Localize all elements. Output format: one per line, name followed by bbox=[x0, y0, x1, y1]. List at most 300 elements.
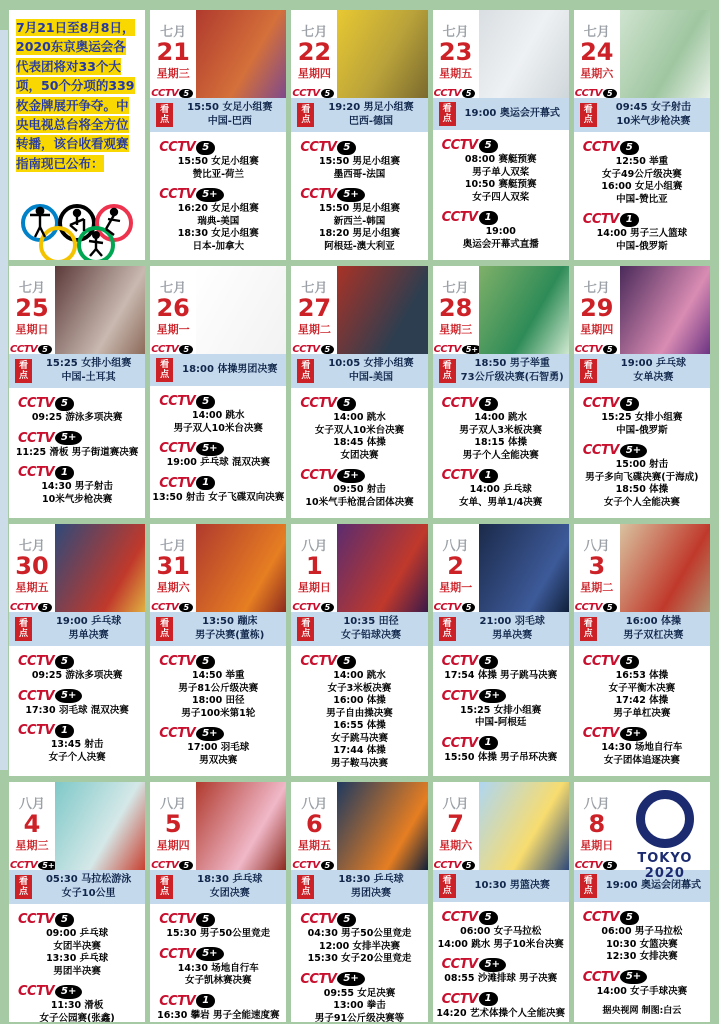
channel-mini-logo bbox=[151, 853, 193, 872]
month-label: 七月 bbox=[442, 25, 469, 40]
schedule-line: 17:54 体操 男子跳马决赛 bbox=[444, 670, 558, 681]
cctv-channel-number: 5 bbox=[479, 655, 498, 669]
channel-section-logo bbox=[442, 732, 568, 751]
day-number: 5 bbox=[164, 810, 182, 838]
cctv-wordmark: CCTV bbox=[582, 212, 619, 228]
channel-schedule-lines bbox=[434, 670, 568, 683]
cctv-channel-number: 5 bbox=[462, 603, 476, 613]
day-number: 7 bbox=[447, 810, 464, 838]
weekday-label: 星期六 bbox=[156, 581, 190, 595]
schedule-line: 16:00 体操 bbox=[333, 695, 386, 707]
highlight-line: 18:30 乒乓球 bbox=[197, 874, 263, 885]
date-column bbox=[433, 10, 479, 98]
schedule-line: 16:55 体操 bbox=[333, 720, 386, 732]
highlight-badge: 看点 bbox=[156, 875, 173, 900]
schedule-line: 15:50 男足小组赛 bbox=[318, 156, 401, 167]
channel-mini-logo bbox=[434, 81, 476, 100]
schedule-line: 18:20 男足小组赛 bbox=[318, 228, 401, 240]
cctv-wordmark: CCTV bbox=[159, 441, 196, 457]
cctv-wordmark: CCTV bbox=[159, 140, 196, 155]
weekday-label: 星期三 bbox=[156, 67, 190, 81]
schedule-line: 16:00 女足小组赛 bbox=[601, 181, 683, 193]
day-number: 26 bbox=[156, 294, 190, 322]
day-number: 6 bbox=[306, 810, 323, 838]
cctv5-logo bbox=[300, 140, 356, 155]
channel-section-logo bbox=[159, 390, 285, 409]
weekday-label: 星期四 bbox=[580, 323, 614, 337]
highlight-line: 73公斤级决赛(石智勇) bbox=[460, 372, 564, 383]
cctv5-logo bbox=[434, 860, 476, 871]
cctv-channel-number: 5 bbox=[603, 89, 617, 99]
channel-mini-logo bbox=[151, 337, 193, 356]
highlight-text bbox=[317, 357, 424, 385]
cctv-wordmark: CCTV bbox=[300, 971, 337, 987]
cctv-channel-number: 5 bbox=[38, 603, 52, 613]
highlight-line: 18:50 男子举重 bbox=[474, 358, 550, 369]
cctv-wordmark: CCTV bbox=[574, 344, 603, 356]
cctv-wordmark: CCTV bbox=[433, 344, 461, 356]
schedule-line: 14:00 男子三人篮球 bbox=[596, 228, 688, 240]
schedule-line: 中国-赞比亚 bbox=[616, 193, 668, 205]
cctv-wordmark: CCTV bbox=[159, 394, 196, 409]
cctv5plus-logo bbox=[442, 689, 506, 704]
highlight-line: 男子双杠决赛 bbox=[623, 630, 684, 641]
channel-section-logo bbox=[442, 464, 568, 483]
date-column bbox=[150, 782, 196, 870]
channel-section-logo bbox=[159, 722, 285, 741]
channel-schedule-lines bbox=[151, 742, 285, 767]
date-column bbox=[9, 782, 55, 870]
schedule-line: 14:00 跳水 bbox=[474, 412, 527, 423]
day-number: 3 bbox=[588, 552, 606, 580]
cctv-channel-number: 1 bbox=[479, 211, 498, 225]
cctv5plus-logo bbox=[442, 957, 506, 972]
photo-shot-put-gong-lijiao bbox=[337, 524, 427, 612]
cctv1-logo bbox=[159, 994, 215, 1009]
schedule-body bbox=[150, 132, 286, 255]
cctv-wordmark: CCTV bbox=[441, 991, 478, 1007]
cctv1-logo bbox=[18, 465, 74, 480]
channel-section-logo bbox=[300, 968, 426, 987]
channel-schedule-lines bbox=[434, 484, 568, 509]
cctv-channel-number: 1 bbox=[479, 992, 498, 1006]
highlight-band bbox=[433, 870, 569, 902]
cctv-channel-number: 5+ bbox=[620, 727, 647, 741]
schedule-line: 15:00 射击 bbox=[615, 459, 669, 471]
highlight-line: 巴西-德国 bbox=[348, 116, 394, 127]
month-label: 八月 bbox=[301, 539, 328, 554]
cctv5-logo bbox=[18, 654, 74, 669]
schedule-line: 15:30 女子20公里竞走 bbox=[307, 953, 412, 965]
day-card bbox=[9, 266, 145, 518]
highlight-band bbox=[9, 870, 145, 904]
channel-schedule-lines bbox=[151, 670, 285, 720]
schedule-line: 新西兰-韩国 bbox=[333, 215, 386, 227]
cctv-channel-number: 5 bbox=[620, 911, 639, 925]
weekday-label: 星期六 bbox=[439, 839, 473, 853]
cctv-channel-number: 5+ bbox=[196, 727, 223, 741]
cctv5-logo bbox=[18, 912, 74, 927]
schedule-line: 男子多向飞碟决赛(于海成) bbox=[585, 471, 699, 483]
cctv5-logo bbox=[18, 396, 74, 411]
day-header bbox=[150, 524, 286, 612]
cctv5-logo bbox=[583, 910, 639, 925]
highlight-line: 10:30 男篮决赛 bbox=[474, 880, 550, 891]
page-left-decorative-strip bbox=[0, 30, 8, 770]
channel-section-logo bbox=[300, 650, 426, 669]
date-column bbox=[9, 266, 55, 354]
schedule-line: 16:20 女足小组赛 bbox=[177, 203, 259, 215]
schedule-body bbox=[433, 902, 569, 1022]
day-header bbox=[433, 782, 569, 870]
day-number: 29 bbox=[580, 294, 614, 322]
channel-mini-logo bbox=[434, 595, 476, 614]
highlight-line: 男单决赛 bbox=[492, 630, 533, 641]
schedule-line: 男子81公斤级决赛 bbox=[178, 682, 259, 694]
highlight-line: 16:00 体操 bbox=[625, 616, 682, 627]
cctv-wordmark: CCTV bbox=[441, 910, 478, 925]
schedule-line: 男子个人全能决赛 bbox=[462, 449, 539, 461]
schedule-line: 09:25 游泳多项决赛 bbox=[31, 670, 123, 681]
intro-paragraph-text: 7月21日至8月8日，2020东京奥运会各代表团将对33个大项，50个分项的339枚金牌展开争夺。中央电视总台将全方位转播，该台收看观赛指南现已公布： bbox=[16, 20, 135, 171]
cctv-channel-number: 1 bbox=[55, 466, 74, 480]
cctv5-logo bbox=[575, 344, 617, 355]
cctv5-logo bbox=[583, 396, 639, 411]
cctv-wordmark: CCTV bbox=[18, 396, 55, 411]
channel-mini-logo bbox=[292, 595, 334, 614]
highlight-text bbox=[176, 873, 283, 901]
photo-trampoline-dong-dong-celebration bbox=[196, 524, 286, 612]
day-number: 24 bbox=[580, 38, 614, 66]
schedule-line: 男双决赛 bbox=[199, 754, 238, 766]
highlight-badge: 看点 bbox=[15, 875, 32, 900]
cctv1-logo bbox=[442, 468, 498, 483]
schedule-line: 17:30 羽毛球 混双决赛 bbox=[25, 704, 129, 716]
channel-section-logo bbox=[442, 206, 568, 225]
highlight-text bbox=[600, 101, 707, 129]
cctv-channel-number: 1 bbox=[620, 213, 639, 227]
weekday-label: 星期六 bbox=[580, 67, 614, 81]
day-card bbox=[150, 782, 286, 1022]
cctv-channel-number: 5+ bbox=[620, 444, 647, 458]
day-card bbox=[433, 266, 569, 518]
schedule-line: 15:50 体操 男子吊环决赛 bbox=[444, 751, 558, 763]
month-label: 七月 bbox=[18, 281, 45, 296]
cctv-channel-number: 5 bbox=[38, 345, 52, 355]
schedule-line: 17:44 体操 bbox=[333, 745, 386, 757]
cctv5-logo bbox=[442, 138, 498, 153]
highlight-line: 中国-巴西 bbox=[207, 116, 252, 127]
highlight-text bbox=[317, 615, 424, 643]
channel-schedule-lines bbox=[151, 410, 285, 435]
day-number: 22 bbox=[297, 38, 332, 66]
day-header bbox=[9, 524, 145, 612]
schedule-body bbox=[433, 388, 569, 511]
schedule-line: 09:25 游泳多项决赛 bbox=[31, 412, 123, 423]
schedule-line: 14:00 跳水 bbox=[333, 670, 386, 681]
day-card bbox=[574, 524, 710, 776]
day-number: 30 bbox=[15, 552, 49, 580]
olympic-rings-graphic bbox=[16, 185, 138, 260]
cctv5-logo bbox=[151, 602, 193, 613]
highlight-line: 05:30 马拉松游泳 bbox=[45, 874, 132, 885]
cctv-channel-number: 5 bbox=[337, 397, 356, 411]
weekday-label: 星期日 bbox=[580, 839, 614, 853]
cctv-channel-number: 5+ bbox=[196, 188, 223, 202]
schedule-line: 14:00 跳水 男子10米台决赛 bbox=[437, 938, 564, 950]
schedule-line: 18:30 女足小组赛 bbox=[177, 228, 259, 240]
channel-section-logo bbox=[159, 183, 285, 202]
cctv-wordmark: CCTV bbox=[159, 946, 196, 962]
cctv-channel-number: 5+ bbox=[462, 345, 482, 355]
date-column bbox=[9, 524, 55, 612]
highlight-line: 女子铅球决赛 bbox=[340, 630, 401, 641]
schedule-line: 09:55 女足决赛 bbox=[323, 987, 396, 999]
cctv-channel-number: 5 bbox=[620, 141, 639, 155]
cctv5-logo bbox=[292, 344, 334, 355]
tokyo-2020-wordmark: TOKYO 2020 bbox=[637, 851, 693, 881]
schedule-line: 17:00 羽毛球 bbox=[187, 742, 250, 754]
day-number: 2 bbox=[447, 552, 464, 580]
schedule-line: 墨西哥-法国 bbox=[333, 168, 386, 180]
schedule-line: 男子91公斤级决赛等 bbox=[314, 1012, 405, 1022]
schedule-line: 男子双人3米板决赛 bbox=[459, 424, 542, 436]
schedule-line: 12:30 女排决赛 bbox=[606, 951, 678, 963]
channel-schedule-lines bbox=[434, 705, 568, 730]
cctv-wordmark: CCTV bbox=[433, 88, 461, 100]
cctv5-logo bbox=[151, 860, 193, 871]
photo-lang-ping-volleyball-coach bbox=[55, 266, 145, 354]
cctv-channel-number: 5 bbox=[462, 861, 476, 871]
date-column bbox=[433, 266, 479, 354]
schedule-body bbox=[291, 646, 427, 772]
cctv-wordmark: CCTV bbox=[433, 860, 461, 872]
channel-mini-logo bbox=[575, 337, 617, 356]
channel-section-logo bbox=[300, 392, 426, 411]
schedule-line: 15:50 女足小组赛 bbox=[177, 156, 259, 167]
schedule-line: 13:50 射击 女子飞碟双向决赛 bbox=[152, 491, 285, 503]
cctv-wordmark: CCTV bbox=[582, 140, 619, 155]
weekday-label: 星期日 bbox=[15, 323, 49, 337]
photo-marathon-swimmer-with-flag bbox=[55, 782, 145, 870]
day-number: 23 bbox=[438, 38, 473, 66]
channel-schedule-lines bbox=[10, 928, 144, 978]
channel-section-logo bbox=[300, 136, 426, 155]
schedule-line: 女团决赛 bbox=[340, 449, 379, 461]
cctv-channel-number: 5 bbox=[337, 655, 356, 669]
schedule-line: 女子凯林赛决赛 bbox=[185, 975, 252, 987]
schedule-line: 男子自由操决赛 bbox=[326, 707, 393, 719]
schedule-line: 06:00 男子马拉松 bbox=[601, 926, 683, 937]
cctv5-logo bbox=[292, 602, 334, 613]
cctv5-logo bbox=[151, 344, 193, 355]
channel-mini-logo bbox=[151, 595, 193, 614]
cctv-wordmark: CCTV bbox=[441, 210, 478, 226]
cctv-channel-number: 5+ bbox=[55, 985, 82, 999]
cctv-wordmark: CCTV bbox=[582, 910, 619, 925]
schedule-line: 11:25 滑板 男子街道赛决赛 bbox=[15, 446, 139, 458]
channel-schedule-lines bbox=[575, 459, 709, 509]
schedule-line: 15:25 女排小组赛 bbox=[601, 412, 683, 423]
photo-tokyo-2020-logo bbox=[620, 782, 710, 881]
channel-schedule-lines bbox=[10, 447, 144, 460]
highlight-line: 中国-土耳其 bbox=[61, 372, 116, 383]
schedule-line: 19:00 bbox=[485, 226, 516, 238]
month-label: 八月 bbox=[583, 797, 610, 812]
cctv-wordmark: CCTV bbox=[582, 726, 619, 742]
cctv-wordmark: CCTV bbox=[18, 912, 55, 927]
day-header bbox=[291, 10, 427, 98]
schedule-line: 18:50 体操 bbox=[615, 484, 669, 496]
highlight-band bbox=[291, 612, 427, 646]
schedule-line: 18:00 田径 bbox=[192, 695, 245, 707]
cctv5plus-logo bbox=[159, 441, 223, 456]
schedule-line: 14:00 跳水 bbox=[192, 410, 245, 421]
cctv-wordmark: CCTV bbox=[574, 88, 603, 100]
schedule-line: 12:50 举重 bbox=[615, 156, 669, 167]
photo-badminton-chen-long bbox=[479, 524, 569, 612]
schedule-line: 09:00 乒乓球 bbox=[46, 928, 109, 939]
schedule-line: 15:25 女排小组赛 bbox=[460, 704, 542, 716]
schedule-body bbox=[433, 646, 569, 766]
channel-schedule-lines bbox=[575, 742, 709, 767]
schedule-body bbox=[291, 132, 427, 255]
cctv-channel-number: 5 bbox=[196, 655, 215, 669]
channel-section-logo bbox=[583, 439, 709, 458]
photo-table-tennis-women-team bbox=[196, 782, 286, 870]
cctv5-logo bbox=[159, 912, 215, 927]
channel-section-logo bbox=[18, 650, 144, 669]
channel-section-logo bbox=[300, 183, 426, 202]
schedule-line: 奥运会开幕式直播 bbox=[462, 238, 539, 250]
cctv5plus-logo bbox=[18, 431, 82, 446]
highlight-text bbox=[459, 879, 566, 893]
channel-section-logo bbox=[159, 990, 285, 1009]
schedule-line: 13:45 射击 bbox=[50, 739, 104, 751]
weekday-label: 星期二 bbox=[580, 581, 614, 595]
channel-schedule-lines bbox=[434, 226, 568, 251]
highlight-line: 19:00 乒乓球 bbox=[620, 358, 687, 369]
cctv-wordmark: CCTV bbox=[159, 726, 196, 742]
channel-schedule-lines bbox=[151, 963, 285, 988]
schedule-body bbox=[574, 388, 710, 511]
highlight-badge: 看点 bbox=[439, 102, 456, 127]
channel-schedule-lines bbox=[292, 203, 426, 253]
channel-mini-logo bbox=[575, 595, 617, 614]
schedule-line: 14:30 男子射击 bbox=[41, 481, 113, 493]
cctv-channel-number: 1 bbox=[196, 476, 215, 490]
schedule-line: 瑞典-美国 bbox=[197, 215, 240, 227]
cctv-channel-number: 5+ bbox=[479, 689, 506, 703]
cctv-wordmark: CCTV bbox=[441, 468, 478, 484]
day-card bbox=[150, 10, 286, 260]
schedule-line: 男子鞍马决赛 bbox=[330, 757, 388, 769]
day-card bbox=[150, 266, 286, 518]
schedule-body bbox=[574, 646, 710, 769]
weekday-label: 星期三 bbox=[15, 839, 49, 853]
cctv5plus-logo bbox=[300, 972, 364, 987]
cctv-wordmark: CCTV bbox=[582, 396, 619, 411]
channel-schedule-lines bbox=[292, 156, 426, 181]
weekday-label: 星期五 bbox=[15, 581, 49, 595]
schedule-body bbox=[150, 904, 286, 1022]
channel-section-logo bbox=[583, 906, 709, 925]
cctv5-logo bbox=[583, 654, 639, 669]
channel-mini-logo bbox=[292, 81, 334, 100]
schedule-line: 13:30 乒乓球 bbox=[46, 953, 109, 965]
schedule-line: 16:53 体操 bbox=[615, 670, 669, 681]
cctv5-logo bbox=[434, 602, 476, 613]
cctv-wordmark: CCTV bbox=[18, 430, 55, 446]
month-label: 八月 bbox=[442, 539, 469, 554]
highlight-text bbox=[459, 107, 566, 121]
cctv-channel-number: 5 bbox=[179, 345, 193, 355]
highlight-band bbox=[150, 612, 286, 646]
date-column bbox=[291, 266, 337, 354]
cctv-wordmark: CCTV bbox=[159, 475, 196, 491]
schedule-line: 18:45 体操 bbox=[333, 437, 386, 449]
channel-schedule-lines bbox=[151, 1010, 285, 1022]
highlight-band bbox=[574, 98, 710, 132]
channel-schedule-lines bbox=[292, 928, 426, 966]
tokyo-2020-emblem-ring bbox=[636, 790, 694, 848]
cctv-channel-number: 1 bbox=[479, 736, 498, 750]
highlight-text bbox=[35, 357, 142, 385]
highlight-line: 男单决赛 bbox=[68, 630, 109, 641]
date-column bbox=[150, 266, 196, 354]
cctv-channel-number: 5 bbox=[196, 141, 215, 155]
cctv5-logo bbox=[300, 396, 356, 411]
schedule-line: 阿根廷-澳大利亚 bbox=[324, 240, 395, 252]
cctv5plus-logo bbox=[583, 443, 647, 458]
date-column bbox=[150, 524, 196, 612]
channel-schedule-lines bbox=[10, 412, 144, 425]
highlight-band bbox=[150, 98, 286, 132]
photo-weightlifter-shi-zhiyong bbox=[479, 266, 569, 354]
schedule-line: 中国-阿根廷 bbox=[474, 717, 527, 729]
cctv5-logo bbox=[300, 654, 356, 669]
schedule-body bbox=[574, 902, 710, 1018]
month-label: 八月 bbox=[583, 539, 610, 554]
cctv-channel-number: 5+ bbox=[337, 188, 364, 202]
cctv5-logo bbox=[575, 602, 617, 613]
highlight-text bbox=[176, 615, 283, 643]
channel-schedule-lines bbox=[434, 926, 568, 951]
cctv5-logo bbox=[434, 88, 476, 99]
photo-basketball-dunk-illustration bbox=[479, 782, 569, 870]
day-card bbox=[291, 266, 427, 518]
cctv-channel-number: 5+ bbox=[38, 861, 58, 871]
cctv5plus-logo bbox=[10, 860, 59, 871]
day-number: 28 bbox=[438, 294, 473, 322]
cctv-channel-number: 5+ bbox=[620, 970, 647, 984]
channel-section-logo bbox=[442, 988, 568, 1007]
channel-schedule-lines bbox=[151, 928, 285, 941]
channel-schedule-lines bbox=[434, 973, 568, 986]
month-label: 八月 bbox=[301, 797, 328, 812]
schedule-line: 女团半决赛 bbox=[53, 940, 101, 952]
schedule-line: 14:20 艺术体操个人全能决赛 bbox=[436, 1007, 565, 1019]
schedule-line: 男团半决赛 bbox=[53, 965, 101, 977]
date-column bbox=[291, 782, 337, 870]
schedule-line: 14:00 跳水 bbox=[333, 412, 386, 423]
highlight-badge: 看点 bbox=[580, 359, 597, 384]
cctv-channel-number: 5 bbox=[55, 913, 74, 927]
cctv-channel-number: 5+ bbox=[479, 958, 506, 972]
schedule-line: 女子跳马决赛 bbox=[330, 732, 388, 744]
month-label: 七月 bbox=[583, 281, 610, 296]
channel-section-logo bbox=[18, 908, 144, 927]
